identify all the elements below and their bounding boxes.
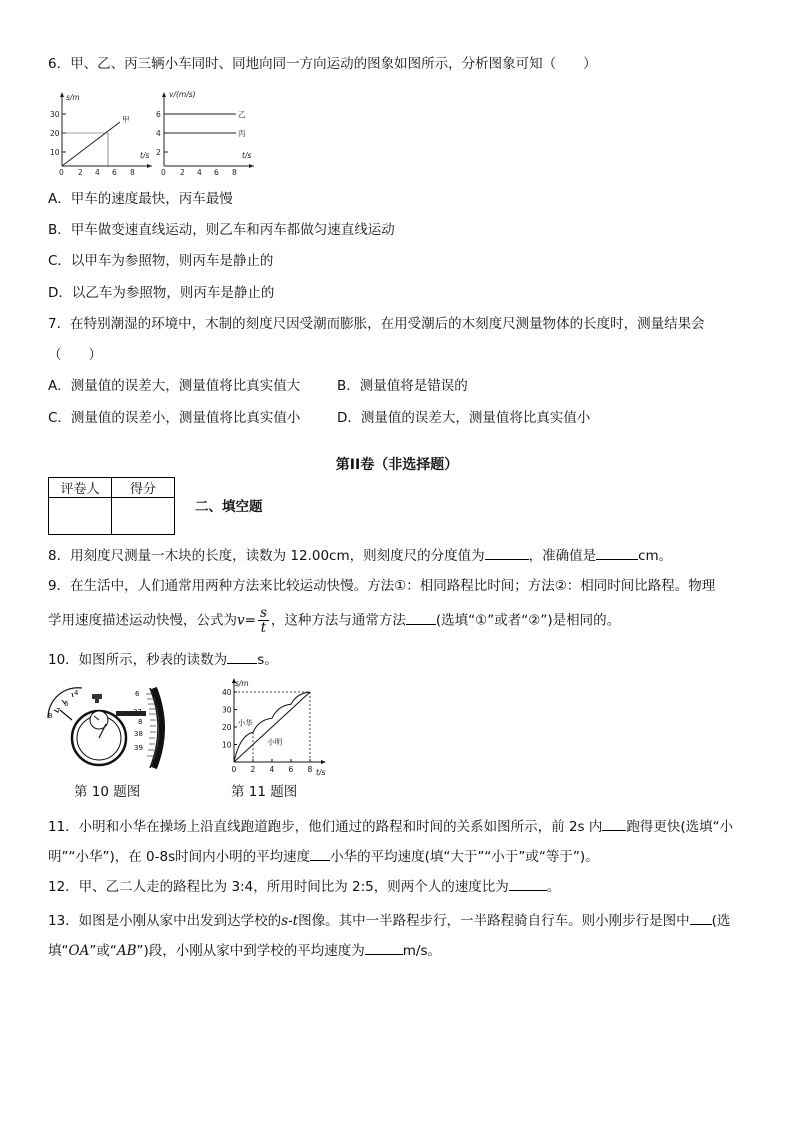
q6-right-ytick-6: 6 <box>156 110 161 119</box>
small-dial-label-8: 8 <box>48 712 53 720</box>
series-label-xiaohua: 小华 <box>237 718 253 728</box>
x-tick-label: 8 <box>307 765 313 774</box>
q13-text-b: 图像。其中一半路程步行，一半路程骑自行车。则小刚步行是图中 <box>298 913 690 929</box>
fig11-caption: 第 11 题图 <box>231 784 298 800</box>
q9-formula-v: v <box>237 612 245 629</box>
small-dial-label-6: 6 <box>64 700 69 708</box>
q13-blank-1[interactable] <box>690 910 712 925</box>
q6-right-xtick-4: 4 <box>197 168 202 177</box>
q11-line2 <box>48 846 599 867</box>
q7-stem-bracket: （ ） <box>48 347 102 363</box>
q6-right-xlabel: t/s <box>242 151 252 160</box>
big-dial-label-8: 8 <box>138 718 143 726</box>
y-tick-label: 40 <box>222 688 232 697</box>
big-dial-label-6: 6 <box>135 690 140 698</box>
small-dial-label-4: 4 <box>74 689 79 697</box>
q6-right-xtick-6: 6 <box>214 168 219 177</box>
q6-stem: 6．甲、乙、丙三辆小车同时、同地向同一方向运动的图象如图所示，分析图象可知（ ） <box>48 56 597 72</box>
q9-text-a: 学用速度描述运动快慢，公式为 <box>48 612 237 629</box>
q9-formula-fraction <box>258 606 269 635</box>
part-title: 二、填空题 <box>195 499 263 515</box>
q7-option-c[interactable]: C．测量值的误差小，测量值将比真实值小 <box>48 410 301 426</box>
x-tick-label: 2 <box>250 765 256 774</box>
q6-left-series-jia: 甲 <box>122 115 130 124</box>
q9-line1: 9．在生活中，人们通常用两种方法来比较运动快慢。方法①：相同路程比时间；方法②：相同时间比路程。物理 <box>48 578 716 594</box>
big-dial-label-39: 39 <box>134 744 143 752</box>
score-table-reviewer-header: 评卷人 <box>49 478 112 498</box>
q10 <box>48 649 278 670</box>
q11-text-b: 跑得更快(选填“小 <box>626 819 734 835</box>
q13-line1 <box>48 910 730 931</box>
q6-left-xtick-2: 2 <box>78 168 83 177</box>
series-label-xiaoming: 小明 <box>267 737 283 747</box>
q11-blank-2[interactable] <box>310 846 330 861</box>
q9-text-b: ，这种方法与通常方法 <box>270 612 406 629</box>
big-dial-label-38: 38 <box>134 730 143 738</box>
q8-text-a: 8．用刻度尺测量一木块的长度，读数为 12.00cm，则刻度尺的分度值为 <box>48 548 485 564</box>
section-title: 第II卷（非选择题） <box>335 457 459 473</box>
q12-text-a: 12．甲、乙二人走的路程比为 3:4，所用时间比为 2:5，则两个人的速度比为 <box>48 879 509 895</box>
fig10-caption: 第 10 题图 <box>74 784 141 800</box>
q7-stem: 7．在特别潮湿的环境中，木制的刻度尺因受潮而膨胀，在用受潮后的木刻度尺测量物体的长度时，测量结果会 <box>48 316 705 332</box>
q13-text-ab: AB <box>116 943 137 959</box>
q6-right-ytick-2: 2 <box>156 148 161 157</box>
q12-text-b: 。 <box>546 879 561 895</box>
q9-text-c: (选填“①”或者“②”)是相同的。 <box>435 612 621 629</box>
score-table-score-cell[interactable] <box>112 498 175 535</box>
q6-right-ytick-4: 4 <box>156 129 161 138</box>
q6-right-xtick-0: 0 <box>161 168 166 177</box>
q9-blank[interactable] <box>406 610 436 625</box>
score-table-reviewer-cell[interactable] <box>49 498 112 535</box>
q12 <box>48 876 560 897</box>
q8-text-c: cm。 <box>638 548 673 564</box>
q10-text-a: 10．如图所示，秒表的读数为 <box>48 652 228 668</box>
q12-blank[interactable] <box>509 876 547 891</box>
q8 <box>48 545 672 566</box>
q6-left-ytick-20: 20 <box>50 129 60 138</box>
x-tick-label: 6 <box>288 765 294 774</box>
x-axis-label: t/s <box>316 768 326 777</box>
q13-text-g: m/s。 <box>402 943 441 959</box>
q13-blank-2[interactable] <box>365 940 403 955</box>
q9-formula-denominator: t <box>260 620 267 636</box>
q6-left-xtick-6: 6 <box>112 168 117 177</box>
x-tick-label: 0 <box>231 765 237 774</box>
q13-text-c: (选 <box>711 913 731 929</box>
q6-option-d[interactable]: D．以乙车为参照物，则丙车是静止的 <box>48 285 275 301</box>
small-dial-label-7: 7 <box>56 707 61 715</box>
q6-left-graph <box>50 92 152 177</box>
q6-figure <box>44 86 259 178</box>
fig11-chart <box>208 672 336 778</box>
q6-right-xtick-8: 8 <box>232 168 237 177</box>
q7-option-d[interactable]: D．测量值的误差大，测量值将比真实值小 <box>337 410 591 426</box>
q10-text-b: s。 <box>257 652 278 668</box>
q9-line2 <box>48 606 620 635</box>
q6-left-ytick-10: 10 <box>50 148 60 157</box>
q8-text-b: ，准确值是 <box>528 548 597 564</box>
q10-blank[interactable] <box>227 649 257 664</box>
q13-text-oa: OA <box>68 943 90 959</box>
q6-left-xtick-0: 0 <box>59 168 64 177</box>
score-table <box>48 477 175 535</box>
q6-right-ylabel: v/(m/s) <box>169 90 196 99</box>
score-table-score-header: 得分 <box>112 478 175 498</box>
q6-left-xtick-8: 8 <box>130 168 135 177</box>
q9-formula-numerator: s <box>259 605 267 621</box>
q13-text-d: 填“ <box>48 943 69 959</box>
q11-text-a: 11．小明和小华在操场上沿直线跑道跑步，他们通过的路程和时间的关系如图所示，前 2s 内 <box>48 819 603 835</box>
q6-option-a[interactable]: A．甲车的速度最快，丙车最慢 <box>48 191 233 207</box>
q6-right-xtick-2: 2 <box>180 168 185 177</box>
q6-left-xtick-4: 4 <box>95 168 100 177</box>
y-tick-label: 30 <box>222 705 232 715</box>
q11-line1 <box>48 816 733 837</box>
q6-left-ylabel: s/m <box>66 93 80 102</box>
q9-formula-eq: = <box>244 612 256 629</box>
q6-right-graph <box>156 90 254 177</box>
q13-text-f: ”)段，小刚从家中到学校的平均速度为 <box>136 943 365 959</box>
x-tick-label: 4 <box>269 765 275 774</box>
q11-text-d: 小华的平均速度(填“大于”“小于”或“等于”)。 <box>330 849 599 865</box>
x-axis-arrow <box>321 760 326 764</box>
q8-blank-1[interactable] <box>485 545 529 560</box>
q6-right-series-bing: 丙 <box>238 129 246 138</box>
stopwatch-figure <box>42 680 172 772</box>
y-tick-label: 10 <box>222 740 232 750</box>
y-tick-label: 20 <box>222 723 232 732</box>
q7-option-a[interactable]: A．测量值的误差大，测量值将比真实值大 <box>48 378 301 394</box>
q6-option-b[interactable]: B．甲车做变速直线运动，则乙车和丙车都做匀速直线运动 <box>48 222 395 238</box>
q13-text-e: ”或“ <box>89 943 117 959</box>
q7-option-b[interactable]: B．测量值将是错误的 <box>337 378 468 394</box>
q6-left-ytick-30: 30 <box>50 110 60 119</box>
q13-text-a: 13．如图是小刚从家中出发到达学校的 <box>48 913 282 929</box>
q11-blank-1[interactable] <box>602 816 626 831</box>
q13-line2 <box>48 940 441 961</box>
q6-right-series-yi: 乙 <box>238 110 246 119</box>
q11-text-c: 明”“小华”)，在 0-8s时间内小明的平均速度 <box>48 849 311 865</box>
big-dial-label-37: 37 <box>133 708 142 716</box>
y-axis-label: s/m <box>235 679 249 688</box>
q8-blank-2[interactable] <box>596 545 638 560</box>
q13-text-st: s-t <box>281 913 299 929</box>
q6-left-xlabel: t/s <box>140 151 150 160</box>
q6-option-c[interactable]: C．以甲车为参照物，则丙车是静止的 <box>48 253 274 269</box>
